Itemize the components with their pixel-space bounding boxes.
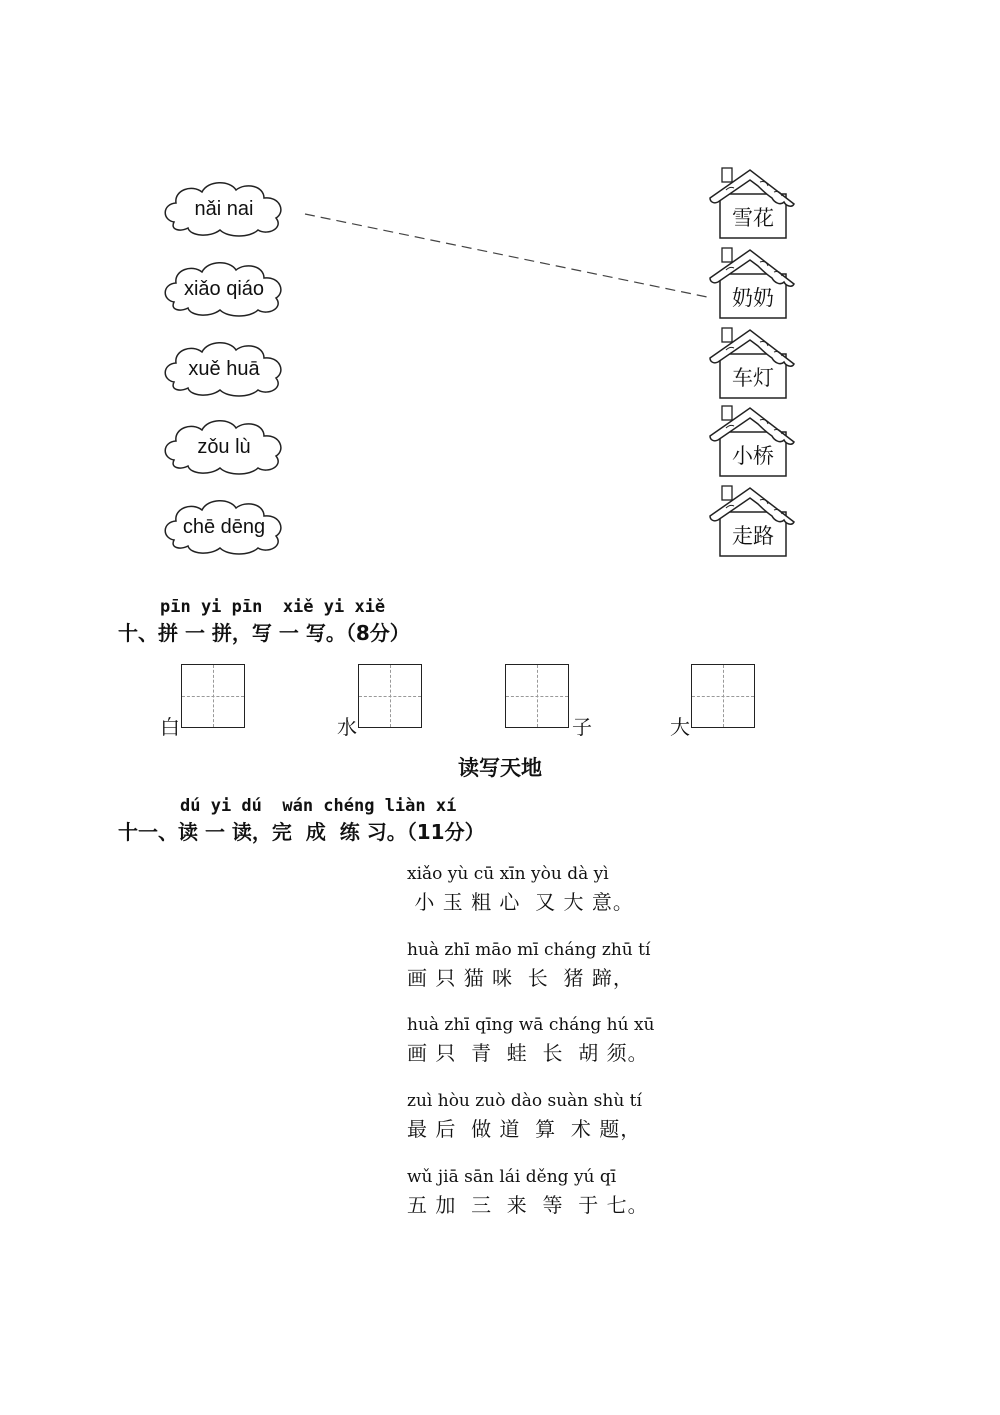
section10-heading: 十、拼 一 拼，写 一 写。（8分） (118, 621, 410, 645)
pinyin-cloud[interactable] (160, 416, 288, 478)
clue-char: 大 (670, 715, 690, 739)
writing-box[interactable] (358, 664, 422, 728)
poem-pinyin: huà zhī māo mī cháng zhū tí (407, 940, 651, 960)
match-line (0, 0, 1000, 600)
word-house[interactable] (708, 402, 798, 480)
pinyin-cloud[interactable] (160, 496, 288, 558)
cloud-text: chē dēng (182, 515, 266, 538)
cloud-text: xuě huā (188, 357, 260, 380)
house-text: 走路 (732, 524, 774, 548)
word-house[interactable] (708, 482, 798, 560)
word-house[interactable] (708, 244, 798, 322)
poem-line: 最 后 做 道 算 术 题， (407, 1117, 642, 1141)
section11-pinyin: dú yi dú wán chéng liàn xí (180, 796, 457, 816)
pinyin-cloud[interactable] (160, 338, 288, 400)
clue-char: 水 (337, 715, 357, 739)
poem-pinyin: wǔ jiā sān lái děng yú qī (407, 1167, 617, 1187)
writing-box[interactable] (181, 664, 245, 728)
reading-writing-title: 读写天地 (458, 756, 542, 780)
word-house[interactable] (708, 324, 798, 402)
poem-line: 五 加 三 来 等 于 七。 (407, 1193, 649, 1217)
clue-char: 白 (160, 715, 180, 739)
writing-box[interactable] (691, 664, 755, 728)
poem-line: 画 只 猫 咪 长 猪 蹄， (407, 966, 634, 990)
poem-pinyin: xiǎo yù cū xīn yòu dà yì (407, 864, 609, 884)
pinyin-cloud[interactable] (160, 178, 288, 240)
section10-pinyin: pīn yi pīn xiě yi xiě (160, 597, 386, 617)
house-text: 车灯 (732, 366, 774, 390)
cloud-text: nǎi nai (194, 197, 254, 220)
poem-line: 小 玉 粗 心 又 大 意。 (407, 890, 634, 914)
house-text: 雪花 (732, 206, 774, 230)
word-house[interactable] (708, 164, 798, 242)
poem-line: 画 只 青 蛙 长 胡 须。 (407, 1041, 649, 1065)
house-text: 奶奶 (732, 286, 774, 310)
section11-heading: 十一、读 一 读，完 成 练 习。（11分） (118, 820, 485, 844)
house-text: 小桥 (732, 444, 774, 468)
poem-pinyin: zuì hòu zuò dào suàn shù tí (407, 1091, 642, 1111)
poem-pinyin: huà zhī qīng wā cháng hú xū (407, 1015, 655, 1035)
writing-box[interactable] (505, 664, 569, 728)
cloud-text: zǒu lù (197, 435, 251, 458)
cloud-text: xiǎo qiáo (183, 277, 265, 300)
pinyin-cloud[interactable] (160, 258, 288, 320)
clue-char: 子 (572, 715, 592, 739)
